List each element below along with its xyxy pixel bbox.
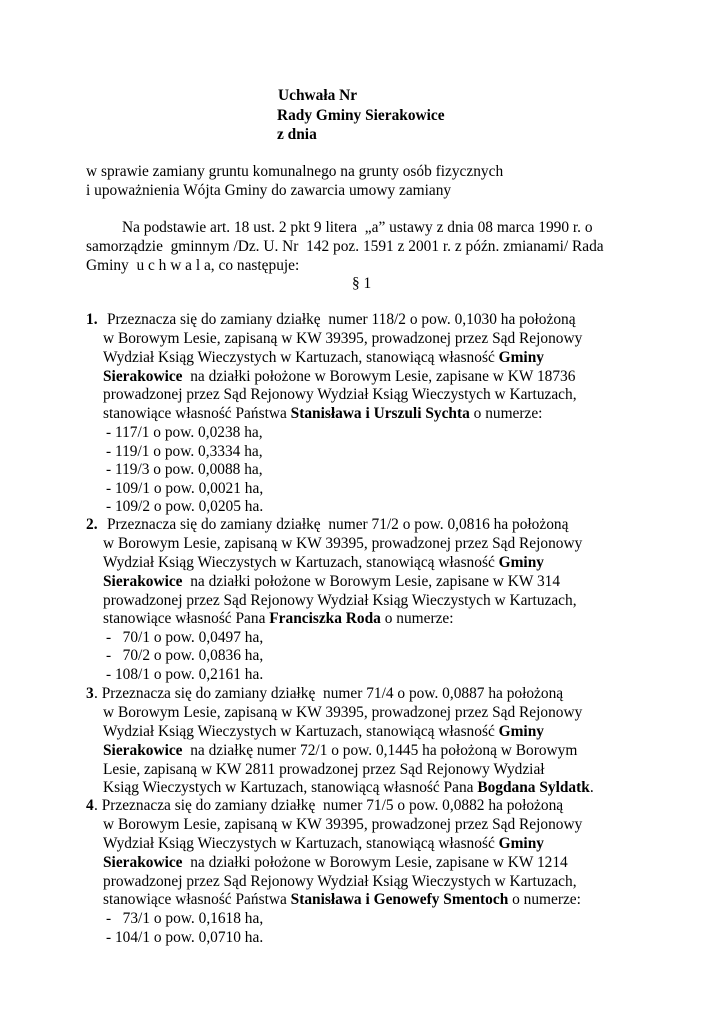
owner-name: Gminy xyxy=(498,723,544,740)
item-1-line: prowadzonej przez Sąd Rejonowy Wydział Ksiąg Wieczystych w Kartuzach, xyxy=(103,386,577,403)
item-1-number: 1. xyxy=(86,311,98,328)
council-name: Rady Gminy Sierakowice xyxy=(277,107,445,124)
owner-name: Franciszka Roda xyxy=(269,610,381,627)
resolution-number: Uchwała Nr xyxy=(278,87,358,104)
owner-name: Stanisława i Genowefy Smentoch xyxy=(290,891,509,908)
item-4-line: w Borowym Lesie, zapisaną w KW 39395, prowadzonej przez Sąd Rejonowy xyxy=(103,816,583,833)
owner-name: Bogdana Syldatk xyxy=(477,779,590,796)
subject-line-2: i upoważnienia Wójta Gminy do zawarcia umowy zamiany xyxy=(86,182,452,199)
resolution-date: z dnia xyxy=(277,126,317,143)
item-4-line: prowadzonej przez Sąd Rejonowy Wydział Ksiąg Wieczystych w Kartuzach, xyxy=(103,873,577,890)
owner-name: Gminy xyxy=(498,554,544,571)
item-1-line: Przeznacza się do zamiany działkę numer 118/2 o pow. 0,1030 ha położoną xyxy=(107,311,576,328)
item-3-line: Wydział Ksiąg Wieczystych w Kartuzach, stanowiącą własność Gminy xyxy=(103,723,544,740)
item-1-line: w Borowym Lesie, zapisaną w KW 39395, prowadzonej przez Sąd Rejonowy xyxy=(103,330,583,347)
item-3-line: . Przeznacza się do zamiany działkę numer 71/4 o pow. 0,0887 ha położoną xyxy=(94,685,564,702)
item-4-number: 4 xyxy=(86,797,94,814)
owner-name: Sierakowice xyxy=(103,854,183,871)
parcel-item: - 109/2 o pow. 0,0205 ha. xyxy=(106,498,264,515)
item-3-line: w Borowym Lesie, zapisaną w KW 39395, prowadzonej przez Sąd Rejonowy xyxy=(103,704,583,721)
preamble-line-3: Gminy u c h w a l a, co następuje: xyxy=(86,257,300,274)
item-1-line: stanowiące własność Państwa Stanisława i Urszuli Sychta o numerze: xyxy=(103,405,543,422)
subject-line-1: w sprawie zamiany gruntu komunalnego na grunty osób fizycznych xyxy=(86,163,504,180)
parcel-item: - 70/2 o pow. 0,0836 ha, xyxy=(106,647,264,664)
item-3-line: Lesie, zapisaną w KW 2811 prowadzonej przez Sąd Rejonowy Wydział xyxy=(103,761,545,778)
owner-name: Gminy xyxy=(498,835,544,852)
item-3-line: Ksiąg Wieczystych w Kartuzach, stanowiącą własność Pana Bogdana Syldatk. xyxy=(103,779,594,796)
parcel-item: - 104/1 o pow. 0,0710 ha. xyxy=(106,929,264,946)
item-2-line: w Borowym Lesie, zapisaną w KW 39395, prowadzonej przez Sąd Rejonowy xyxy=(103,535,583,552)
item-2-line: Sierakowice na działki położone w Borowym Lesie, zapisane w KW 314 xyxy=(103,573,561,590)
item-4-line: stanowiące własność Państwa Stanisława i Genowefy Smentoch o numerze: xyxy=(103,891,581,908)
preamble-line-1: Na podstawie art. 18 ust. 2 pkt 9 litera „a” ustawy z dnia 08 marca 1990 r. o xyxy=(122,219,593,236)
item-2-line: Wydział Ksiąg Wieczystych w Kartuzach, stanowiącą własność Gminy xyxy=(103,554,544,571)
parcel-item: - 108/1 o pow. 0,2161 ha. xyxy=(106,666,264,683)
item-4-line: Sierakowice na działki położone w Borowym Lesie, zapisane w KW 1214 xyxy=(103,854,568,871)
preamble-line-2: samorządzie gminnym /Dz. U. Nr 142 poz. 1591 z 2001 r. z późn. zmianami/ Rada xyxy=(86,238,604,255)
item-3-line: Sierakowice na działkę numer 72/1 o pow. 0,1445 ha położoną w Borowym xyxy=(103,742,578,759)
item-3-number: 3 xyxy=(86,685,94,702)
item-2-line: Przeznacza się do zamiany działkę numer 71/2 o pow. 0,0816 ha położoną xyxy=(107,516,569,533)
item-4-line: Wydział Ksiąg Wieczystych w Kartuzach, stanowiącą własność Gminy xyxy=(103,835,544,852)
owner-name: Gminy xyxy=(498,349,544,366)
item-2-line: stanowiące własność Pana Franciszka Roda o numerze: xyxy=(103,610,454,627)
item-2-line: prowadzonej przez Sąd Rejonowy Wydział Ksiąg Wieczystych w Kartuzach, xyxy=(103,592,577,609)
owner-name: Sierakowice xyxy=(103,573,183,590)
parcel-item: - 70/1 o pow. 0,0497 ha, xyxy=(106,629,264,646)
parcel-item: - 109/1 o pow. 0,0021 ha, xyxy=(106,480,264,497)
owner-name: Sierakowice xyxy=(103,368,183,385)
owner-name: Stanisława i Urszuli Sychta xyxy=(290,405,470,422)
parcel-item: - 119/1 o pow. 0,3334 ha, xyxy=(106,443,263,460)
item-4-line: . Przeznacza się do zamiany działkę numer 71/5 o pow. 0,0882 ha położoną xyxy=(94,797,564,814)
item-1-line: Wydział Ksiąg Wieczystych w Kartuzach, stanowiącą własność Gminy xyxy=(103,349,544,366)
section-sign: § 1 xyxy=(352,275,372,292)
item-1-line: Sierakowice na działki położone w Borowym Lesie, zapisane w KW 18736 xyxy=(103,368,576,385)
parcel-item: - 117/1 o pow. 0,0238 ha, xyxy=(106,424,263,441)
parcel-item: - 119/3 o pow. 0,0088 ha, xyxy=(106,461,263,478)
item-2-number: 2. xyxy=(86,516,98,533)
parcel-item: - 73/1 o pow. 0,1618 ha, xyxy=(106,910,264,927)
owner-name: Sierakowice xyxy=(103,742,183,759)
